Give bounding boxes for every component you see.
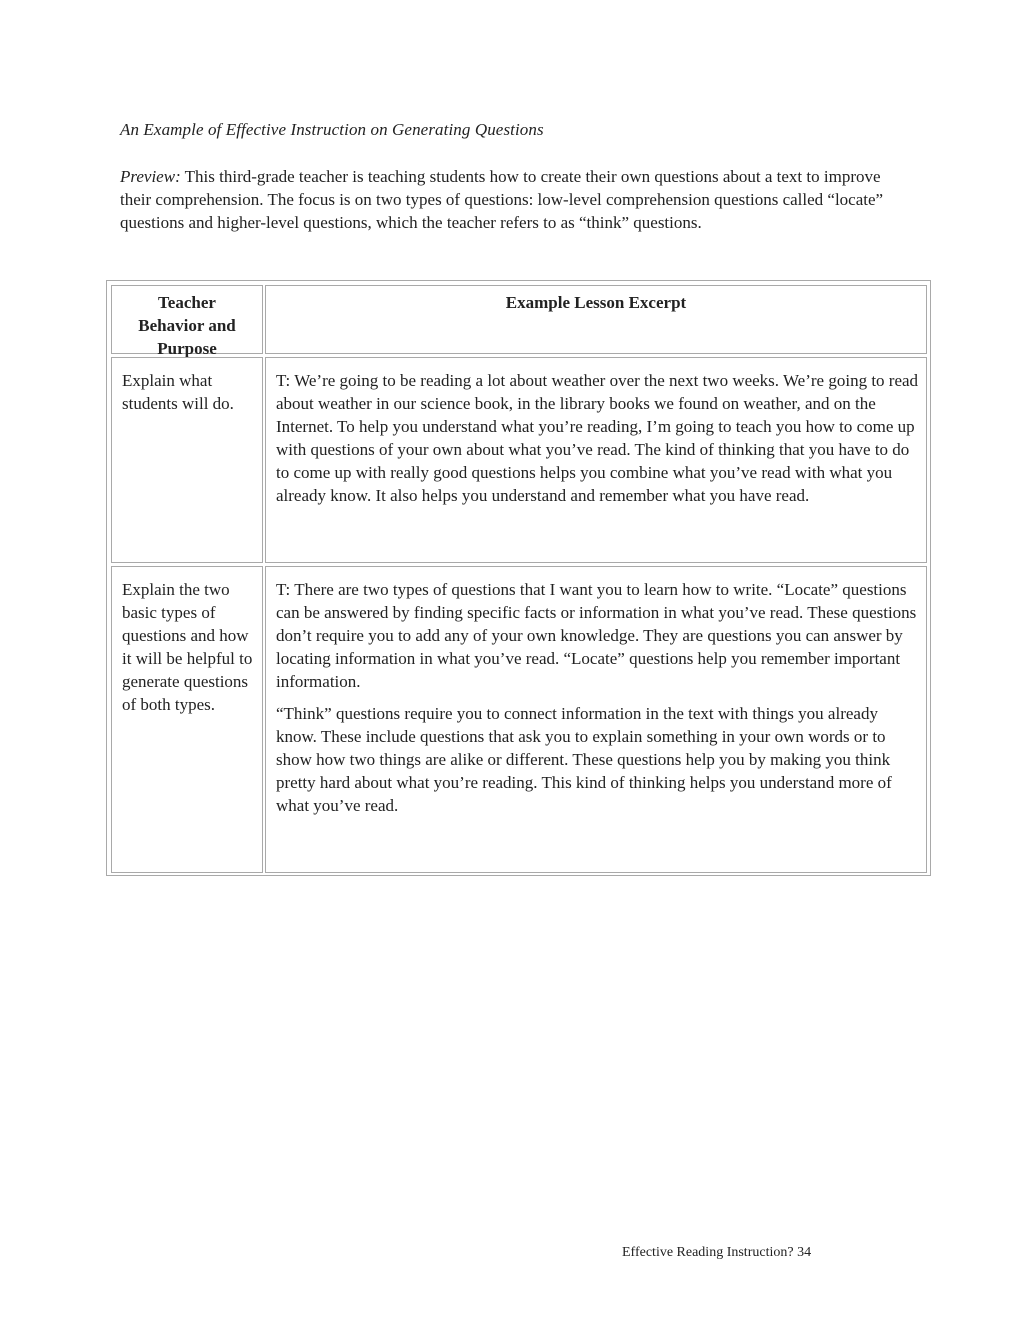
document-title: An Example of Effective Instruction on Generating Questions xyxy=(120,120,544,139)
preview-text: This third-grade teacher is teaching students how to create their own questions about a text to improve their comprehension. The focus is on two types of questions: low-level comprehension questions called “locate” questions and higher-level questions, which the teacher refers to as “think” questions. xyxy=(120,167,884,232)
header-teacher-behavior-label: Teacher Behavior and Purpose xyxy=(138,293,236,358)
row-2-excerpt-paragraph-2: “Think” questions require you to connect information in the text with things you already know. These include questions that ask you to explain something in your own words or to show how two things are alike or different. These questions help you by making you think pretty hard about what you’re reading. This kind of thinking helps you understand more of what you’ve read. xyxy=(276,704,892,815)
row-1-excerpt-cell xyxy=(265,357,927,563)
row-1-behavior-text: Explain what students will do. xyxy=(122,371,234,413)
row-2-excerpt-cell xyxy=(265,566,927,873)
row-2-behavior-cell xyxy=(111,566,263,873)
row-2-excerpt-paragraph-1: T: There are two types of questions that I want you to learn how to write. “Locate” questions can be answered by finding specific facts or information in what you’ve read. These questions don’t require you to add any of your own knowledge. They are questions you can answer by locating information in what you’ve read. “Locate” questions help you remember important information. xyxy=(276,580,917,691)
header-example-excerpt-label: Example Lesson Excerpt xyxy=(505,293,687,312)
preview-paragraph xyxy=(120,165,910,234)
row-1-behavior-cell xyxy=(111,357,263,563)
row-2-behavior-text: Explain the two basic types of questions and how it will be helpful to generate questions of both types. xyxy=(122,580,253,714)
row-1-excerpt-paragraph: T: We’re going to be reading a lot about weather over the next two weeks. We’re going to read about weather in our science book, in the library books we found on weather, and on the Internet. To help you understand what you’re reading, I’m going to teach you how to come up with questions of your own about what you’ve read. The kind of thinking that you have to do to come up with really good questions helps you combine what you’ve read with what you already know. It also helps you understand and remember what you have read. xyxy=(276,371,919,505)
page-footer: Effective Reading Instruction? 34 xyxy=(622,1245,812,1260)
header-example-excerpt xyxy=(265,285,927,354)
header-teacher-behavior xyxy=(111,285,263,358)
lesson-table xyxy=(106,280,931,876)
preview-label: Preview: xyxy=(120,167,181,186)
